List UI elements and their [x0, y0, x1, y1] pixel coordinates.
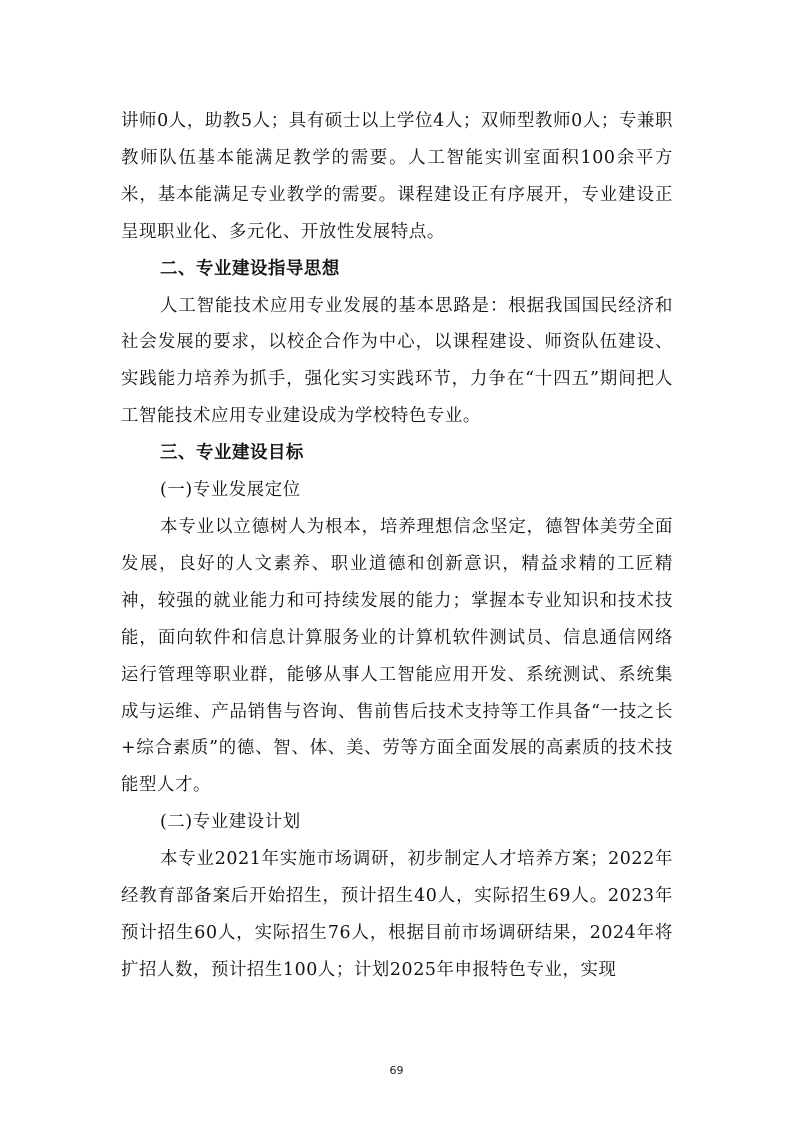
paragraph-guiding-ideology: 人工智能技术应用专业发展的基本思路是：根据我国国民经济和社会发展的要求，以校企合作为中心，以课程建设、师资队伍建设、实践能力培养为抓手，强化实习实践环节，力争在“十四五”期间把人工智能技术应用专业建设成为学校特色专业。	[121, 295, 673, 427]
paragraph-positioning: 本专业以立德树人为根本，培养理想信念坚定，德智体美劳全面发展，良好的人文素养、职业道德和创新意识，精益求精的工匠精神，较强的就业能力和可持续发展的能力；掌握本专业知识和技术技能，面向软件和信息计算服务业的计算机软件测试员、信息通信网络运行管理等职业群，能够从事人工智能应用开发、系统测试、系统集成与运维、产品销售与咨询、售前售后技术支持等工作具备“一技之长+综合素质”的德、智、体、美、劳等方面全面发展的高素质的技术技能型人才。	[121, 516, 673, 796]
subheading-positioning: (一)专业发展定位	[160, 480, 301, 501]
section-heading-construction-goals: 三、专业建设目标	[160, 443, 304, 464]
subheading-construction-plan: (二)专业建设计划	[160, 812, 301, 833]
page-number: 69	[389, 1064, 404, 1077]
paragraph-construction-plan: 本专业2021年实施市场调研，初步制定人才培养方案；2022年经教育部备案后开始招生，预计招生40人，实际招生69人。2023年预计招生60人，实际招生76人，根据目前市场调研结果，2024年将扩招人数，预计招生100人；计划2025年申报特色专业，实现	[121, 849, 673, 980]
page-content	[121, 103, 673, 989]
section-heading-guiding-ideology: 二、专业建设指导思想	[160, 258, 340, 279]
paragraph-faculty-summary: 讲师0人，助教5人；具有硕士以上学位4人；双师型教师0人；专兼职教师队伍基本能满足教学的需要。人工智能实训室面积100余平方米，基本能满足专业教学的需要。课程建设正有序展开，专业建设正呈现职业化、多元化、开放性发展特点。	[121, 111, 673, 242]
